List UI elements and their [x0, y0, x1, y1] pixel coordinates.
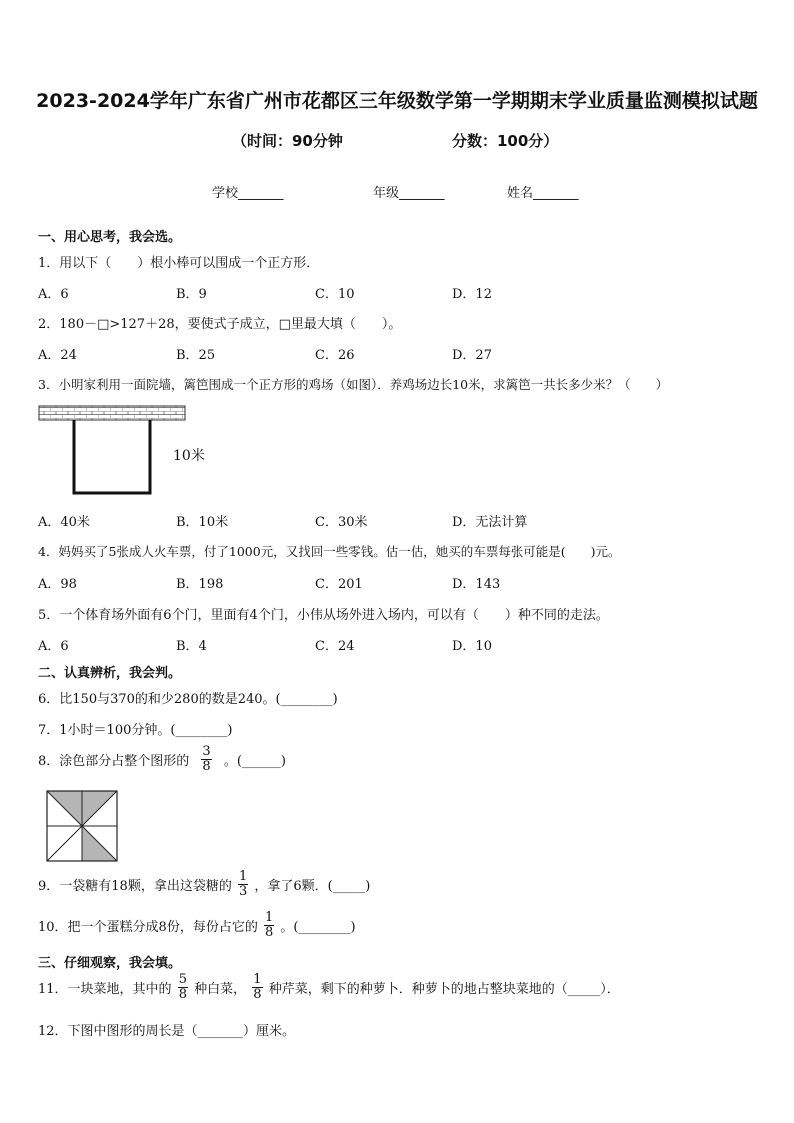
option-b: B．10米 [176, 515, 229, 530]
question-8 [38, 745, 286, 774]
question-1: 1．用以下（ ）根小棒可以围成一个正方形． [38, 256, 320, 271]
fraction-denominator: 8 [178, 987, 187, 1002]
fraction [264, 911, 274, 940]
fraction-numerator: 1 [238, 869, 248, 884]
fraction [252, 973, 262, 1002]
page-title: 2023-2024学年广东省广州市花都区三年级数学第一学期期末学业质量监测模拟试题 [36, 90, 758, 112]
question-10-suffix: 。(________) [280, 920, 356, 935]
question-9-prefix: 9．一袋糖有18颗，拿出这袋糖的 [38, 879, 232, 894]
option-c: C．24 [315, 639, 355, 654]
question-12: 12．下图中图形的周长是（_______）厘米。 [38, 1024, 296, 1039]
fraction [201, 745, 211, 774]
question-11-prefix: 11．一块菜地，其中的 [38, 982, 172, 997]
option-a: A．6 [38, 639, 69, 654]
fraction-numerator: 3 [202, 744, 211, 759]
chicken-yard-figure [38, 404, 188, 496]
name-field: 姓名_______ [507, 186, 579, 201]
option-d: D．27 [452, 348, 492, 363]
option-a: A．40米 [38, 515, 90, 530]
option-d: D．12 [452, 287, 492, 302]
question-11 [38, 973, 620, 1002]
exam-score: 分数：100分） [452, 132, 559, 150]
fraction-denominator: 8 [264, 925, 274, 940]
question-6: 6．比150与370的和少280的数是240。(________) [38, 692, 338, 707]
fraction-denominator: 8 [202, 759, 211, 774]
question-11-suffix: 种芹菜，剩下的种萝卜．种萝卜的地占整块菜地的（_____）． [268, 982, 620, 997]
option-a: A．98 [38, 577, 77, 592]
fraction-numerator: 1 [253, 972, 262, 987]
question-8-prefix: 8．涂色部分占整个图形的 [38, 754, 190, 769]
option-a: A．24 [38, 348, 77, 363]
fraction-denominator: 3 [238, 884, 248, 899]
question-11-mid: 种白菜， [194, 982, 247, 997]
question-9-suffix: ，拿了6颗．(_____) [254, 879, 371, 894]
option-b: B．25 [176, 348, 216, 363]
option-d: D．无法计算 [452, 515, 528, 530]
option-c: C．10 [315, 287, 355, 302]
fraction-denominator: 8 [253, 987, 262, 1002]
question-3: 3．小明家利用一面院墙，篱笆围成一个正方形的鸡场（如图）．养鸡场边长10米，求篱笆一共长多少米？（ ） [38, 377, 669, 392]
question-9 [38, 870, 370, 899]
fraction [238, 870, 248, 899]
option-a: A．6 [38, 287, 69, 302]
option-c: C．201 [315, 577, 363, 592]
section-heading: 三、仔细观察，我会填。 [38, 956, 182, 971]
option-b: B．9 [176, 287, 207, 302]
shaded-square-figure [46, 790, 118, 862]
question-10-prefix: 10．把一个蛋糕分成8份，每份占它的 [38, 920, 258, 935]
option-c: C．30米 [315, 515, 368, 530]
fence [74, 420, 150, 493]
question-2: 2．180－□>127＋28，要使式子成立，□里最大填（ ）。 [38, 317, 402, 332]
question-4: 4．妈妈买了5张成人火车票，付了1000元，又找回一些零钱。估一估，她买的车票每张可能是( )元。 [38, 544, 621, 559]
option-b: B．198 [176, 577, 224, 592]
option-d: D．10 [452, 639, 492, 654]
fraction [178, 973, 188, 1002]
option-b: B．4 [176, 639, 207, 654]
grade-field: 年级_______ [373, 186, 445, 201]
side-length-label: 10米 [173, 448, 205, 464]
question-10 [38, 911, 356, 940]
section-heading: 一、用心思考，我会选。 [38, 230, 182, 245]
option-d: D．143 [452, 577, 501, 592]
section-heading: 二、认真辨析，我会判。 [38, 666, 182, 681]
question-8-suffix: 。(______) [223, 754, 286, 769]
option-c: C．26 [315, 348, 355, 363]
fraction-numerator: 5 [178, 972, 187, 987]
brick-wall [39, 406, 185, 420]
question-5: 5．一个体育场外面有6个门，里面有4个门，小伟从场外进入场内，可以有（ ）种不同的走法。 [38, 608, 609, 623]
exam-time: （时间：90分钟 [232, 132, 343, 150]
question-7: 7．1小时＝100分钟。(________) [38, 723, 233, 738]
school-field: 学校_______ [212, 186, 284, 201]
fraction-numerator: 1 [264, 910, 274, 925]
